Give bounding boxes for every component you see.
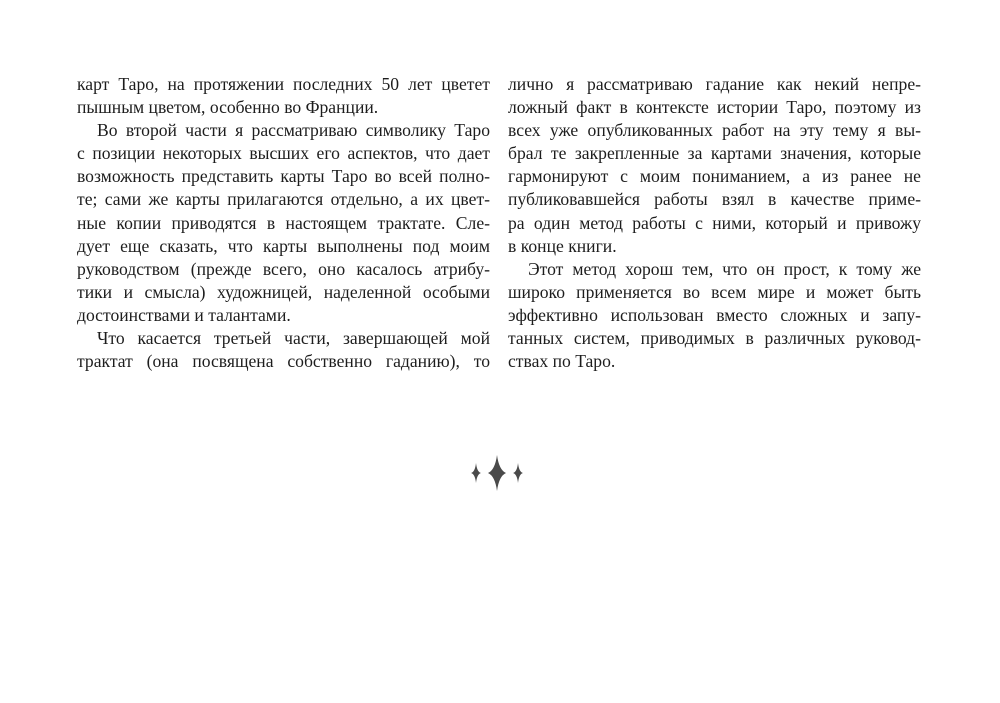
- text-line: ра один метод работы с ними, который и привожу: [508, 212, 921, 233]
- text-line: с позиции некоторых высших его аспектов, что дает: [77, 143, 490, 164]
- small-star-right-icon: [513, 463, 523, 483]
- text-line: лично я рассматриваю гадание как некий непре-: [508, 74, 921, 94]
- small-star-left-icon: [471, 463, 481, 483]
- text-line: те; сами же карты прилагаются отдельно, а их цвет-: [77, 189, 490, 210]
- text-line: Этот метод хорош тем, что он прост, к тому же: [528, 258, 921, 279]
- text-line: широко применяется во всем мире и может быть: [508, 281, 921, 302]
- text-line: брал те закрепленные за картами значения, которые: [508, 143, 921, 164]
- text-line: гармонируют с моим пониманием, а из ранее не: [508, 166, 921, 187]
- text-line: эффективно использован вместо сложных и запу-: [508, 304, 921, 325]
- text-line: пышным цветом, особенно во Франции.: [77, 97, 379, 118]
- text-line: в конце книги.: [508, 235, 617, 256]
- three-star-divider-icon: [468, 455, 528, 491]
- text-line: ложный факт в контексте истории Таро, поэтому из: [508, 97, 921, 118]
- text-line: ствах по Таро.: [508, 351, 616, 372]
- paragraph: [77, 73, 490, 119]
- text-line: всех уже опубликованных работ на эту тему я вы-: [508, 120, 921, 141]
- text-line: трактат (она посвящена собственно гаданию), то: [77, 351, 490, 372]
- large-star-center-icon: [488, 455, 506, 491]
- text-line: Что касается третьей части, завершающей мой: [97, 328, 490, 349]
- paragraph: [77, 119, 490, 327]
- paragraph: [508, 73, 921, 258]
- text-line: ные копии приводятся в настоящем трактате. Сле-: [77, 212, 490, 233]
- text-line: публиковавшейся работы взял в качестве приме-: [508, 189, 921, 210]
- left-column: [77, 73, 490, 373]
- text-line: карт Таро, на протяжении последних 50 лет цветет: [77, 74, 490, 94]
- text-line: дует еще сказать, что карты выполнены под моим: [77, 235, 490, 256]
- paragraph: [508, 258, 921, 373]
- text-line: возможность представить карты Таро во всей полно-: [77, 166, 490, 187]
- text-line: Во второй части я рассматриваю символику Таро: [97, 120, 490, 141]
- text-line: достоинствами и талантами.: [77, 304, 291, 325]
- text-line: танных систем, приводимых в различных руковод-: [508, 328, 921, 349]
- text-line: руководством (прежде всего, оно касалось атрибу-: [77, 258, 490, 279]
- paragraph: [77, 327, 490, 373]
- text-line: тики и смысла) художницей, наделенной особыми: [77, 281, 490, 302]
- right-column: [508, 73, 921, 373]
